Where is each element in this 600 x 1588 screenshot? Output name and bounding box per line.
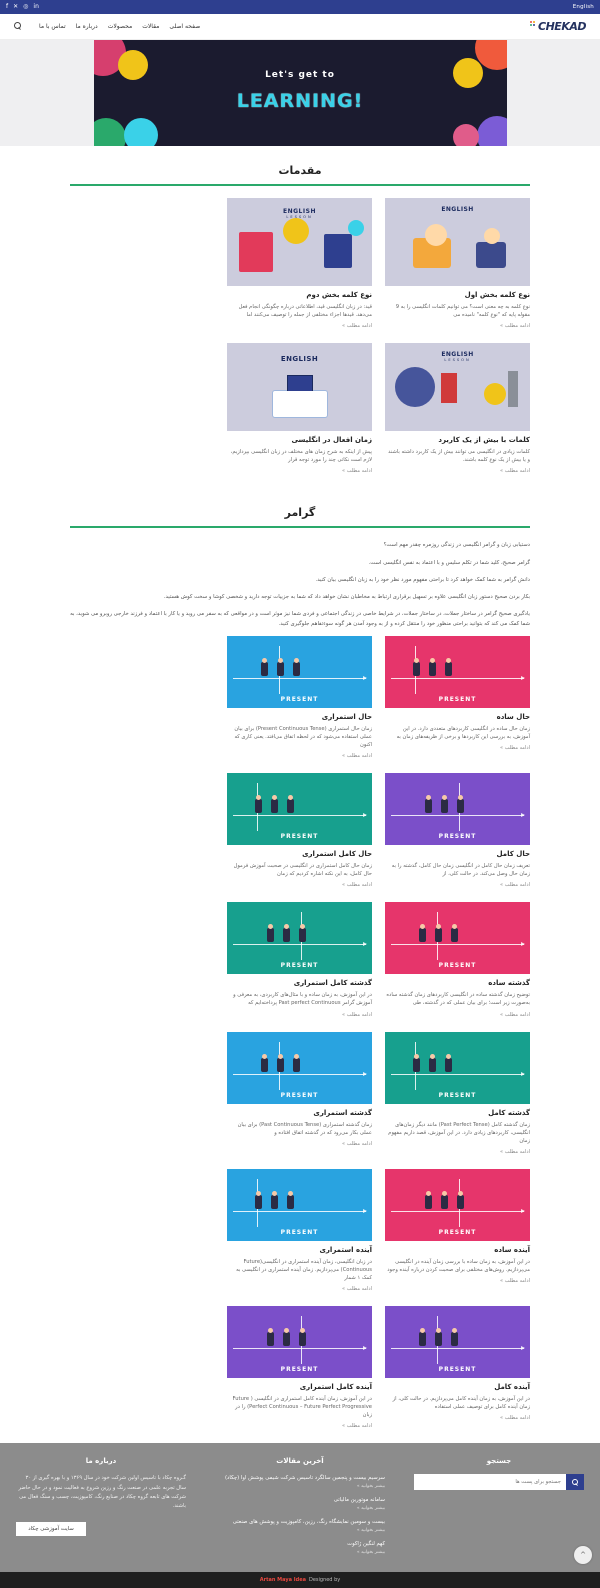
tense-thumbnail[interactable] [227,1032,372,1104]
logo-dots-icon [530,20,538,28]
twitter-x-icon[interactable]: ✕ [13,3,19,10]
tense-thumbnail[interactable] [227,1306,372,1378]
read-more-link[interactable]: ادامه مطلب » [342,1423,372,1430]
section-grammar [0,488,600,1443]
site-header [0,14,600,40]
tense-title[interactable]: آینده ساده [494,1245,530,1254]
footer-post-readmore[interactable]: بیشتر بخوانید » [356,1550,385,1556]
instagram-icon[interactable]: ◎ [23,3,29,10]
grammar-paragraph: بکار بردن صحیح دستور زبان انگلیسی علاوه بر تسهیل برقراری ارتباط به مخاطبان نشان خواهد داد که شما به جزییات توجه دارید و شخصی کوشا و سخت کوش هستید. [163,593,530,600]
tense-thumbnail-word: PRESENT [438,833,477,841]
article-card[interactable] [227,343,372,474]
tense-card[interactable] [385,1306,530,1429]
intro-card-grid [0,198,600,488]
footer-search-title: جستجو [486,1457,512,1466]
tense-thumbnail-word: PRESENT [280,833,319,841]
read-more-link[interactable]: ادامه مطلب » [500,323,530,330]
tense-card[interactable] [227,1306,372,1429]
tense-thumbnail[interactable] [227,773,372,845]
tense-title[interactable]: آینده استمراری [319,1245,372,1254]
section-divider [70,184,530,186]
tense-excerpt: زمان گذشته کامل (Past Perfect Tense) مانند دیگر زمان‌های انگلیسی، کاربردهای زیادی دارد. در این آموزش، قصد داریم مفهوم زمان [388,1121,530,1144]
thumbnail-sublabel: LESSON [286,215,313,219]
tense-thumbnail-word: PRESENT [280,1366,319,1374]
designed-by-label: Designed by [308,1577,341,1584]
nav-item-about[interactable]: درباره ما [75,23,98,30]
tense-thumbnail-word: PRESENT [438,962,477,970]
grammar-paragraph: یادگیری صحیح گرامر در ساختار جملات، در ساختار جملات، در شرایط خاصی در زندگی اجتماعی و فردی شما نیز موثر است و در مواقعی که به سفر می روید و یا کار با اعتماد و فرزند خارجی روبرو می شوید، به شما کمک می کند که بتوانید براحتی منظور خود را منتقل کرده و از به وجود آمدن هر گونه سوءتفاهم جلوگیری کنید. [70,610,530,627]
linkedin-icon[interactable]: in [33,3,39,10]
footer-col-latest-posts [215,1457,385,1562]
article-excerpt: نوع کلمه به چه معنی است؟ می توانیم کلمات انگلیسی را به 9 مقوله پایه که "نوع کلمه" نامیده می [395,304,530,319]
tense-card[interactable] [385,902,530,1017]
search-icon[interactable] [14,22,23,31]
article-excerpt: پیش از اینکه به شرح زمان های مختلف در زبان انگلیسی بپردازیم، لازم است نکاتی چند را مورد توجه قرار [230,449,372,464]
tense-title[interactable]: حال ساده [496,712,530,721]
read-more-link[interactable]: ادامه مطلب » [342,753,372,760]
read-more-link[interactable]: ادامه مطلب » [500,1011,530,1018]
thumbnail-sublabel: LESSON [444,358,471,363]
tense-excerpt: توضیح زمان گذشته ساده در انگلیسی کاربردهای زمان گذشته ساده به‌صورت زیر است؛ برای بیان عملی که در گذشته، طی [386,992,530,1007]
tense-title[interactable]: آینده کامل استمراری [299,1383,372,1392]
footer-col-search [414,1457,584,1562]
tense-excerpt: در این آموزش، به زمان ساده و با مثال‌های کاربردی، به معرفی و آموزش گرامر Past perfect Continuous پرداخته‌ایم که [233,992,372,1007]
search-submit-button[interactable] [566,1474,584,1490]
footer-post-readmore[interactable]: بیشتر بخوانید » [356,1528,385,1534]
tense-title[interactable]: گذشته کامل استمراری [293,979,372,988]
read-more-link[interactable]: ادامه مطلب » [500,1148,530,1155]
footer-post-title[interactable]: سرسیم بیست و پنجمین سالگرد تاسیس شرکت شیمی پوشش اوا (چکاد) [224,1475,385,1482]
copyright-bar [0,1572,600,1588]
thumbnail-label: ENGLISH LESSON [227,208,372,219]
tense-thumbnail-word: PRESENT [280,695,319,703]
read-more-link[interactable]: ادامه مطلب » [342,1140,372,1147]
footer-post-title[interactable]: بیست و سومین نمایشگاه رنگ، رزین، کامپوزیت و پوشش های صنعتی [232,1519,385,1526]
tense-thumbnail[interactable] [227,1169,372,1241]
nav-item-home[interactable]: صفحه اصلی [169,23,201,30]
grammar-paragraph: دانش گرامر به شما کمک خواهد کرد تا براحتی مفهوم مورد نظر خود را به زبان انگلیسی بیان کنید. [315,576,530,583]
tense-thumbnail-word: PRESENT [438,1091,477,1099]
utility-topbar [0,0,600,14]
tense-card[interactable] [227,1032,372,1155]
tense-card[interactable] [227,902,372,1017]
read-more-link[interactable]: ادامه مطلب » [500,1415,530,1422]
footer-post-readmore[interactable]: بیشتر بخوانید » [356,1506,385,1512]
tense-excerpt: زمان حال کامل استمراری در انگلیسی در صحبت آموزش فرمول حال کامل، به این نکته اشاره کردیم که زمان [233,863,372,878]
tense-thumbnail-word: PRESENT [280,1228,319,1236]
grammar-intro-text [0,540,600,628]
section-intro [0,146,600,488]
tense-excerpt: زمان گذشته استمراری (Past Continuous Tense) برای بیان عملی بکار می‌رود که در گذشته اتفاق افتاده و [237,1121,372,1136]
article-thumbnail[interactable] [227,343,372,431]
site-logo[interactable] [530,20,586,33]
tense-thumbnail[interactable] [385,636,530,708]
tense-thumbnail[interactable] [385,902,530,974]
tense-title[interactable]: حال کامل استمراری [302,850,372,859]
read-more-link[interactable]: ادامه مطلب » [500,1278,530,1285]
tense-thumbnail[interactable] [227,902,372,974]
footer-post-title[interactable]: کهم لنگین ژاکوت [347,1541,385,1548]
read-more-link[interactable]: ادامه مطلب » [500,745,530,752]
section-title-grammar: گرامر [284,506,316,520]
article-thumbnail[interactable] [385,198,530,286]
main-nav [14,22,200,31]
tense-card[interactable] [385,773,530,888]
tense-thumbnail-word: PRESENT [280,962,319,970]
footer-post-item[interactable] [215,1518,385,1533]
tense-card[interactable] [385,636,530,759]
tense-title[interactable]: حال کامل [496,850,530,859]
read-more-link[interactable]: ادامه مطلب » [342,1286,372,1293]
footer-post-item[interactable] [215,1540,385,1555]
tense-thumbnail-word: PRESENT [280,1091,319,1099]
thumbnail-label: ENGLISH LESSON [385,351,530,362]
facebook-icon[interactable]: f [6,3,9,10]
tense-thumbnail[interactable] [385,1169,530,1241]
footer-about-text: گـروه چکاد با تاسیس اولین شرکت خود در سال ۱۳۶۹ و با بهره گیری از ۳۰ سال تجربه علمی در صنعت رنگ و رزین شروع به فعالیت نمود و در حال حاضر شرکت های تابعه گروه چکاد در صنایع رنگ، کامپوزیت، چسب و سنگ فعال می باشند. [18,1475,186,1510]
tense-title[interactable]: حال استمراری [321,712,372,721]
article-excerpt: کلمات زیادی در انگلیسی می توانند بیش از یک کاربرد داشته باشند و یا بیش از یک نوع کلمه باشند. [388,449,530,464]
nav-item-products[interactable]: محصولات [107,23,133,30]
tense-excerpt: در این آموزش، زمان آینده کامل استمراری در انگلیسی ( Future Perfect Continuous – Future Perfect Progressive) را در زبان [232,1396,372,1419]
search-icon [572,1479,579,1486]
tense-excerpt: زمان حال استمراری (Present Continuous Tense) برای بیان عملی استفاده می‌شود که در لحظه اتفاق می‌افتد. یعنی کاری که اکنون [234,725,372,749]
article-card[interactable] [385,198,530,329]
tense-title[interactable]: گذشته کامل [488,1108,530,1117]
tense-thumbnail[interactable] [385,1306,530,1378]
edu-site-button[interactable]: سایت آموزشی چکاد [16,1522,86,1536]
article-thumbnail[interactable] [385,343,530,431]
tense-card[interactable] [227,1169,372,1292]
article-card[interactable] [227,198,372,329]
tense-card[interactable] [385,1032,530,1155]
section-divider [70,526,530,528]
scroll-to-top-button[interactable]: ^ [574,1546,592,1564]
read-more-link[interactable]: ادامه مطلب » [342,1011,372,1018]
footer-col-about [16,1457,186,1562]
footer-post-title[interactable]: سامانه موتورین مالیاتی [333,1497,385,1504]
tense-excerpt: در این آموزش، به زمان ساده با بررسی زمان آینده در انگلیسی می‌پردازیم. روش‌های مختلفی برای صحبت کردن درباره آینده وجود [387,1258,530,1273]
logo-text: CHEKAD [538,20,586,33]
thumbnail-label: ENGLISH [441,206,474,213]
footer-post-item[interactable] [215,1474,385,1489]
section-title-intro: مقدمات [278,164,322,177]
designer-link[interactable]: Artan Maya Idea [259,1577,306,1584]
tense-thumbnail-word: PRESENT [438,1366,477,1374]
article-title[interactable]: نوع کلمه بخش اول [464,291,530,299]
article-title[interactable]: نوع کلمه بخش دوم [306,291,372,299]
nav-item-contact[interactable]: تماس با ما [39,23,66,30]
grammar-paragraph: گرامر صحیح، کلید شما در تکلم سلیس و با اعتماد به نفس انگلیسی است. [368,559,530,566]
thumbnail-label: ENGLISH [280,355,319,364]
tense-thumbnail[interactable] [385,773,530,845]
tense-excerpt: تعریف زمان حال کامل در انگلیسی زمان حال کامل، گذشته را به زمان حال وصل می‌کند. در حالت کلی، از [391,863,530,878]
article-thumbnail[interactable] [227,198,372,286]
read-more-link[interactable]: ادامه مطلب » [342,323,372,330]
tense-title[interactable]: گذشته استمراری [313,1108,372,1117]
footer-about-title: درباره ما [85,1457,117,1466]
site-footer [0,1443,600,1572]
social-links [6,4,39,10]
tense-card-grid [0,636,600,1444]
tense-thumbnail-word: PRESENT [438,1228,477,1236]
tense-title[interactable]: آینده کامل [494,1383,530,1392]
tense-excerpt: در این آموزش، به زمان آینده کامل می‌پردازیم. در حالت کلی، از زمان آینده کامل برای توصیف عملی استفاده [392,1396,530,1411]
tense-card[interactable] [385,1169,530,1292]
footer-posts-title: آخرین مقالات [276,1457,324,1466]
read-more-link[interactable]: ادامه مطلب » [342,468,372,475]
read-more-link[interactable]: ادامه مطلب » [500,468,530,475]
footer-search-box[interactable] [414,1474,584,1490]
footer-post-item[interactable] [215,1496,385,1511]
article-title[interactable]: زمان افعال در انگلیسی [291,436,372,445]
article-card[interactable] [385,343,530,474]
hero-line-2: LEARNING! [236,90,364,112]
read-more-link[interactable]: ادامه مطلب » [500,882,530,889]
tense-excerpt: در زبان انگلیسی، زمان آینده استمراری در انگلیسی(Future Continuous) می‌پردازیم. زمان آینده استمراری در انگلیسی به کمک ۱ شمار [236,1258,372,1282]
article-title[interactable]: کلمات با بیش از یک کاربرد [438,436,530,445]
language-switcher[interactable]: English [572,4,594,10]
article-excerpt: قید: در زبان انگلیسی قید، اطلاعاتی درباره چگونگی انجام فعل می‌دهد. قیدها اجزاء مختلفی از جمله را توصیف می‌کنند اما [238,304,372,319]
grammar-paragraph: دستیابی زبان و گرامر انگلیسی در زندگی روزمره چقدر مهم است؟ [383,542,530,549]
search-input[interactable] [414,1474,566,1490]
tense-thumbnail[interactable] [227,636,372,708]
read-more-link[interactable]: ادامه مطلب » [342,882,372,889]
tense-thumbnail[interactable] [385,1032,530,1104]
tense-thumbnail-word: PRESENT [438,695,477,703]
hero-line-1: Let's get to [265,70,335,80]
tense-excerpt: زمان حال ساده در انگلیسی کاربردهای متعددی دارد. در این آموزش، به بررسی این کاربردها و برخی از ظریفه‌های زمان به [396,725,530,740]
hero-banner [0,40,600,146]
tense-title[interactable]: گذشته ساده [488,979,530,988]
hero-illustration [94,40,507,146]
tense-card[interactable] [227,636,372,759]
tense-card[interactable] [227,773,372,888]
nav-item-articles[interactable]: مقالات [142,23,160,30]
footer-post-readmore[interactable]: بیشتر بخوانید » [356,1484,385,1490]
